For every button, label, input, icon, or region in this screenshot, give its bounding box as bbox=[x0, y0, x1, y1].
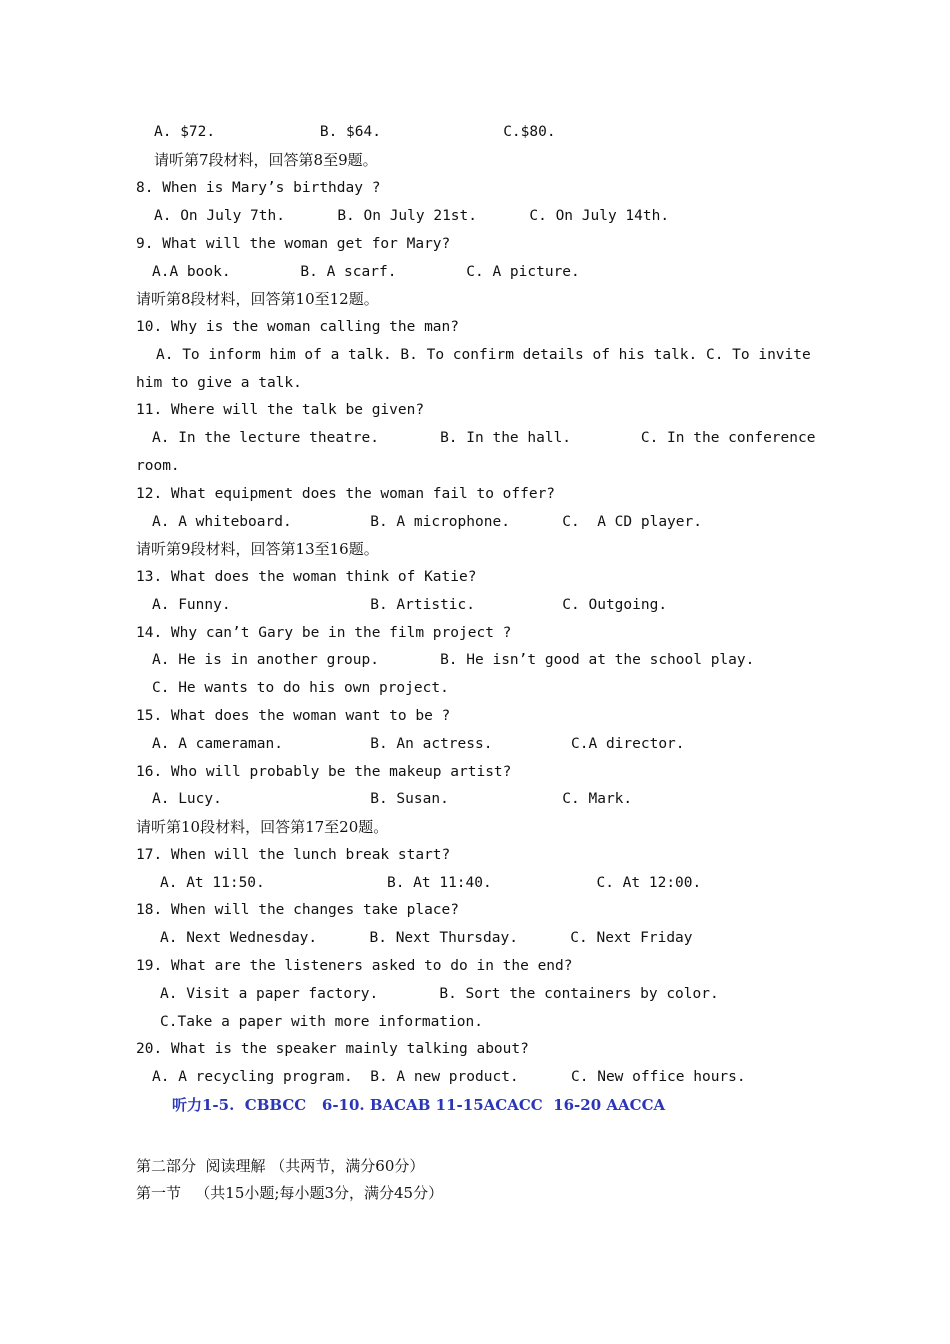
q16-options: A. Lucy. B. Susan. C. Mark. bbox=[152, 791, 633, 807]
q14-options-cont: C. He wants to do his own project. bbox=[152, 680, 449, 696]
q11-options: A. In the lecture theatre. B. In the hall. C. In the conference bbox=[152, 430, 816, 446]
question-16: 16. Who will probably be the makeup artist? bbox=[136, 764, 512, 780]
section-instruction: 请听第7段材料，回答第8至9题。 bbox=[154, 151, 378, 169]
question-14: 14. Why can’t Gary be in the film project ? bbox=[136, 625, 512, 641]
part-heading: 第二部分 阅读理解 （共两节，满分60分） bbox=[136, 1157, 425, 1175]
q14-options: A. He is in another group. B. He isn’t good at the school play. bbox=[152, 652, 755, 668]
q11-options-cont: room. bbox=[136, 458, 180, 474]
answer-key: 听力1-5. CBBCC 6-10. BACAB 11-15ACACC 16-20 AACCA bbox=[172, 1096, 666, 1114]
question-12: 12. What equipment does the woman fail to offer? bbox=[136, 486, 556, 502]
question-8: 8. When is Mary’s birthday ? bbox=[136, 180, 381, 196]
section-instruction: 请听第10段材料，回答第17至20题。 bbox=[136, 818, 389, 836]
q19-options: A. Visit a paper factory. B. Sort the containers by color. bbox=[160, 986, 719, 1002]
q17-options: A. At 11:50. B. At 11:40. C. At 12:00. bbox=[160, 875, 702, 891]
section-instruction: 请听第9段材料，回答第13至16题。 bbox=[136, 540, 379, 558]
question-10: 10. Why is the woman calling the man? bbox=[136, 319, 460, 335]
q7-options: A. $72. B. $64. C.$80. bbox=[154, 124, 556, 140]
q20-options: A. A recycling program. B. A new product. C. New office hours. bbox=[152, 1069, 746, 1085]
question-11: 11. Where will the talk be given? bbox=[136, 402, 425, 418]
q10-options-cont: him to give a talk. bbox=[136, 375, 302, 391]
q10-options: A. To inform him of a talk. B. To confirm details of his talk. C. To invite bbox=[156, 347, 811, 363]
question-17: 17. When will the lunch break start? bbox=[136, 847, 451, 863]
q19-options-cont: C.Take a paper with more information. bbox=[160, 1014, 484, 1030]
question-13: 13. What does the woman think of Katie? bbox=[136, 569, 477, 585]
question-19: 19. What are the listeners asked to do in the end? bbox=[136, 958, 573, 974]
q18-options: A. Next Wednesday. B. Next Thursday. C. Next Friday bbox=[160, 930, 693, 946]
q9-options: A.A book. B. A scarf. C. A picture. bbox=[152, 264, 580, 280]
question-18: 18. When will the changes take place? bbox=[136, 902, 460, 918]
section-heading: 第一节 （共15小题;每小题3分，满分45分） bbox=[136, 1184, 444, 1202]
q13-options: A. Funny. B. Artistic. C. Outgoing. bbox=[152, 597, 668, 613]
q12-options: A. A whiteboard. B. A microphone. C. A CD player. bbox=[152, 514, 702, 530]
q15-options: A. A cameraman. B. An actress. C.A director. bbox=[152, 736, 685, 752]
question-15: 15. What does the woman want to be ? bbox=[136, 708, 451, 724]
q8-options: A. On July 7th. B. On July 21st. C. On July 14th. bbox=[154, 208, 670, 224]
question-20: 20. What is the speaker mainly talking about? bbox=[136, 1041, 529, 1057]
question-9: 9. What will the woman get for Mary? bbox=[136, 236, 451, 252]
section-instruction: 请听第8段材料，回答第10至12题。 bbox=[136, 290, 379, 308]
